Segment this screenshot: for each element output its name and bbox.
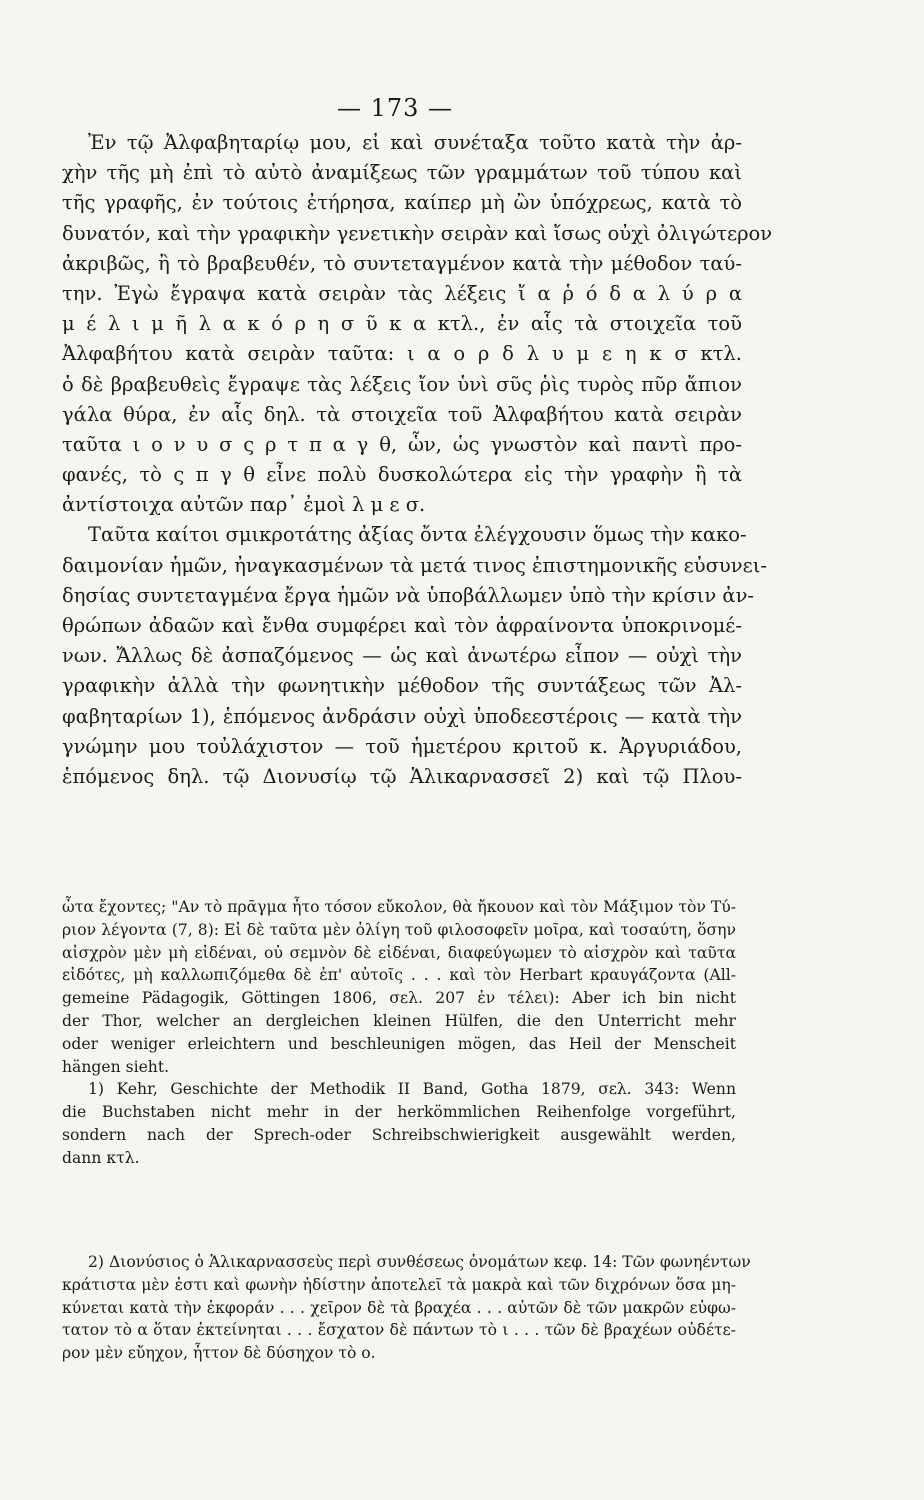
- text-line: φανές, τὸ ς π γ θ εἶνε πολὺ δυσκολώτερα εἰς τὴν γραφὴν ἢ τὰ: [62, 463, 742, 487]
- text-line: Ταῦτα καίτοι σμικροτάτης ἀξίας ὄντα ἐλέγχουσιν ὅμως τὴν κακο-: [88, 523, 747, 547]
- text-line: δυνατόν, καὶ τὴν γραφικὴν γενετικὴν σειρὰν καὶ ἴσως οὐχὶ ὀλιγώτερον: [62, 221, 773, 245]
- footnote-line: ριον λέγοντα (7, 8): Εἰ δὲ ταῦτα μὲν ὀλίγη τοῦ φιλοσοφεῖν μοῖρα, καὶ τοσαύτη, ὅσην: [62, 920, 736, 939]
- page-number: — 173 —: [336, 94, 454, 122]
- text-line: ἀντίστοιχα αὐτῶν παρ᾽ ἐμοὶ λ μ ε σ.: [62, 493, 426, 517]
- text-line: δαιμονίαν ἡμῶν, ἠναγκασμένων τὰ μετά τινος ἐπιστημονικῆς εὐσυνει-: [62, 553, 767, 577]
- footnote-line: 2) Διονύσιος ὁ Ἁλικαρνασσεὺς περὶ συνθέσεως ὀνομάτων κεφ. 14: Τῶν φωνηέντων: [88, 1253, 751, 1271]
- text-line: ἀκριβῶς, ἢ τὸ βραβευθέν, τὸ συντεταγμένον κατὰ τὴν μέθοδον ταύ-: [62, 251, 742, 275]
- text-line: ταῦτα ι ο ν υ σ ς ρ τ π α γ θ, ὧν, ὡς γνωστὸν καὶ παντὶ προ-: [62, 432, 742, 456]
- main-text: [62, 128, 773, 792]
- footnote-line: κύνεται κατὰ τὴν ἐκφοράν . . . χεῖρον δὲ τὰ βραχέα . . . αὐτῶν δὲ τῶν μακρῶν εὐφω-: [62, 1298, 736, 1317]
- text-line: θρώπων ἀδαῶν καὶ ἔνθα συμφέρει καὶ τὸν ἀφραίνοντα ὑποκρινομέ-: [62, 614, 742, 637]
- text-line: τῆς γραφῆς, ἐν τούτοις ἐτήρησα, καίπερ μὴ ὢν ὑπόχρεως, κατὰ τὸ: [62, 191, 742, 215]
- footnote-line: dann κτλ.: [62, 1148, 140, 1167]
- footnotes: [62, 896, 736, 1170]
- text-line: δησίας συντεταγμένα ἔργα ἡμῶν νὰ ὑποβάλλωμεν ὑπὸ τὴν κρίσιν ἀν-: [62, 583, 755, 607]
- footnote-line: εἰδότες, μὴ καλλωπιζόμεθα δὲ ἐπ' αὐτοῖς . . . καὶ τὸν Herbart κραυγάζοντα (All-: [62, 966, 736, 985]
- footnote-line: κράτιστα μὲν ἐστι καὶ φωνὴν ἠδίστην ἀποτελεῖ τὰ μακρὰ καὶ τῶν διχρόνων ὅσα μη-: [62, 1275, 736, 1294]
- text-line: φαβηταρίων 1), ἑπόμενος ἀνδράσιν οὐχὶ ὑποδεεστέροις — κατὰ τὴν: [62, 704, 742, 728]
- footnote-line: αἰσχρὸν μὲν μὴ εἰδέναι, οὐ σεμνὸν δὲ εἰδέναι, διαφεύγωμεν τὸ αἰσχρὸν καὶ ταῦτα: [62, 943, 736, 962]
- footnote-line: oder weniger erleichtern und beschleunigen mögen, das Heil der Menscheit: [62, 1034, 736, 1053]
- text-line: χὴν τῆς μὴ ἐπὶ τὸ αὐτὸ ἀναμίξεως τῶν γραμμάτων τοῦ τύπου καὶ: [62, 161, 742, 185]
- footnote-line: ρον μὲν εὔηχον, ἧττον δὲ δύσηχον τὸ ο.: [62, 1344, 376, 1363]
- footnote-line: gemeine Pädagogik, Göttingen 1806, σελ. 207 ἐν τέλει): Aber ich bin nicht: [62, 989, 736, 1008]
- footnote-line: 1) Kehr, Geschichte der Methodik II Band, Gotha 1879, σελ. 343: Wenn: [88, 1080, 736, 1099]
- footnote-2: [62, 1251, 751, 1365]
- text-line: μ έ λ ι μ ῆ λ α κ ό ρ η σ ῦ κ α κτλ., ἐν αἷς τὰ στοιχεῖα τοῦ: [62, 312, 742, 336]
- footnote-line: die Buchstaben nicht mehr in der herkömmlichen Reihenfolge vorgeführt,: [62, 1103, 736, 1122]
- text-line: ὁ δὲ βραβευθεὶς ἔγραψε τὰς λέξεις ἴον ὑνὶ σῦς ῥὶς τυρὸς πῦρ ἄπιον: [62, 372, 742, 396]
- text-line: την. Ἐγὼ ἔγραψα κατὰ σειρὰν τὰς λέξεις ἴ α ῥ ό δ α λ ύ ρ α: [62, 281, 742, 305]
- text-line: νων. Ἄλλως δὲ ἀσπαζόμενος — ὡς καὶ ἀνωτέρω εἶπον — οὐχὶ τὴν: [62, 644, 742, 668]
- footnote-line: τατον τὸ α ὅταν ἐκτείνηται . . . ἔσχατον δὲ πάντων τὸ ι . . . τῶν δὲ βραχέων οὐδέτε-: [62, 1321, 736, 1340]
- footnote-line: der Thor, welcher an dergleichen kleinen Hülfen, die den Unterricht mehr: [62, 1011, 736, 1030]
- text-line: Ἀλφαβήτου κατὰ σειρὰν ταῦτα: ι α ο ρ δ λ υ μ ε η κ σ κτλ.: [62, 342, 742, 366]
- text-line: Ἐν τῷ Ἀλφαβηταρίῳ μου, εἰ καὶ συνέταξα τοῦτο κατὰ τὴν ἀρ-: [88, 131, 742, 154]
- footnote-line: sondern nach der Sprech-oder Schreibschwierigkeit ausgewählt werden,: [62, 1125, 736, 1144]
- footnote-line: hängen sieht.: [62, 1057, 170, 1076]
- text-line: γραφικὴν ἀλλὰ τὴν φωνητικὴν μέθοδον τῆς συντάξεως τῶν Ἀλ-: [62, 674, 742, 698]
- text-line: ἑπόμενος δηλ. τῷ Διονυσίῳ τῷ Ἁλικαρνασσεῖ 2) καὶ τῷ Πλου-: [62, 764, 742, 788]
- text-line: γάλα θύρα, ἐν αἷς δηλ. τὰ στοιχεῖα τοῦ Ἀλφαβήτου κατὰ σειρὰν: [62, 402, 742, 426]
- footnote-line: ὦτα ἔχοντες; "Αν τὸ πρᾶγμα ἦτο τόσον εὔκολον, θὰ ἤκουον καὶ τὸν Μάξιμον τὸν Τύ-: [62, 898, 736, 916]
- text-line: γνώμην μου τοὐλάχιστον — τοῦ ἡμετέρου κριτοῦ κ. Ἀργυριάδου,: [62, 734, 742, 758]
